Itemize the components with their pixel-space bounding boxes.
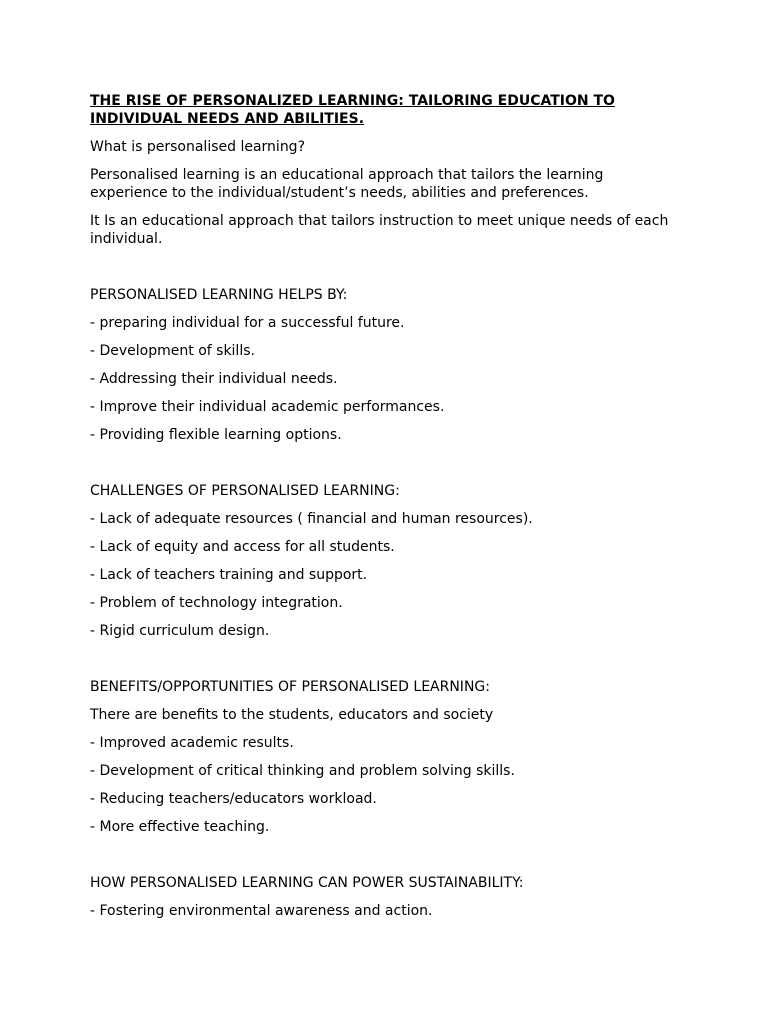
list-item: - Lack of adequate resources ( financial and human resources). xyxy=(90,511,533,527)
benefits-list xyxy=(90,734,675,836)
definition-paragraph-2: It Is an educational approach that tailors instruction to meet unique needs of each individual. xyxy=(90,213,669,247)
question-text: What is personalised learning? xyxy=(90,139,306,155)
list-item: - Lack of equity and access for all students. xyxy=(90,539,395,555)
document-page xyxy=(90,92,675,930)
list-item: - Addressing their individual needs. xyxy=(90,371,338,387)
helps-list xyxy=(90,314,675,444)
benefits-heading: BENEFITS/OPPORTUNITIES OF PERSONALISED LEARNING: xyxy=(90,679,490,695)
helps-heading: PERSONALISED LEARNING HELPS BY: xyxy=(90,287,348,303)
list-item: - Development of critical thinking and problem solving skills. xyxy=(90,763,515,779)
challenges-list xyxy=(90,510,675,640)
benefits-intro: There are benefits to the students, educators and society xyxy=(90,707,494,723)
list-item: - Problem of technology integration. xyxy=(90,595,343,611)
list-item: - Development of skills. xyxy=(90,343,255,359)
blank-line xyxy=(90,650,675,668)
list-item: - preparing individual for a successful future. xyxy=(90,315,405,331)
list-item: - More effective teaching. xyxy=(90,819,270,835)
document-title: THE RISE OF PERSONALIZED LEARNING: TAILORING EDUCATION TO INDIVIDUAL NEEDS AND ABILITIES. xyxy=(90,93,615,127)
sustainability-list xyxy=(90,902,675,920)
blank-line xyxy=(90,258,675,276)
blank-line xyxy=(90,454,675,472)
list-item: - Providing flexible learning options. xyxy=(90,427,342,443)
sustainability-heading: HOW PERSONALISED LEARNING CAN POWER SUSTAINABILITY: xyxy=(90,875,524,891)
list-item: - Improve their individual academic performances. xyxy=(90,399,445,415)
challenges-heading: CHALLENGES OF PERSONALISED LEARNING: xyxy=(90,483,400,499)
list-item: - Reducing teachers/educators workload. xyxy=(90,791,377,807)
list-item: - Improved academic results. xyxy=(90,735,294,751)
definition-paragraph-1: Personalised learning is an educational approach that tailors the learning experience to the individual/student’s needs, abilities and preferences. xyxy=(90,167,604,201)
blank-line xyxy=(90,846,675,864)
list-item: - Fostering environmental awareness and action. xyxy=(90,903,433,919)
list-item: - Rigid curriculum design. xyxy=(90,623,270,639)
list-item: - Lack of teachers training and support. xyxy=(90,567,368,583)
